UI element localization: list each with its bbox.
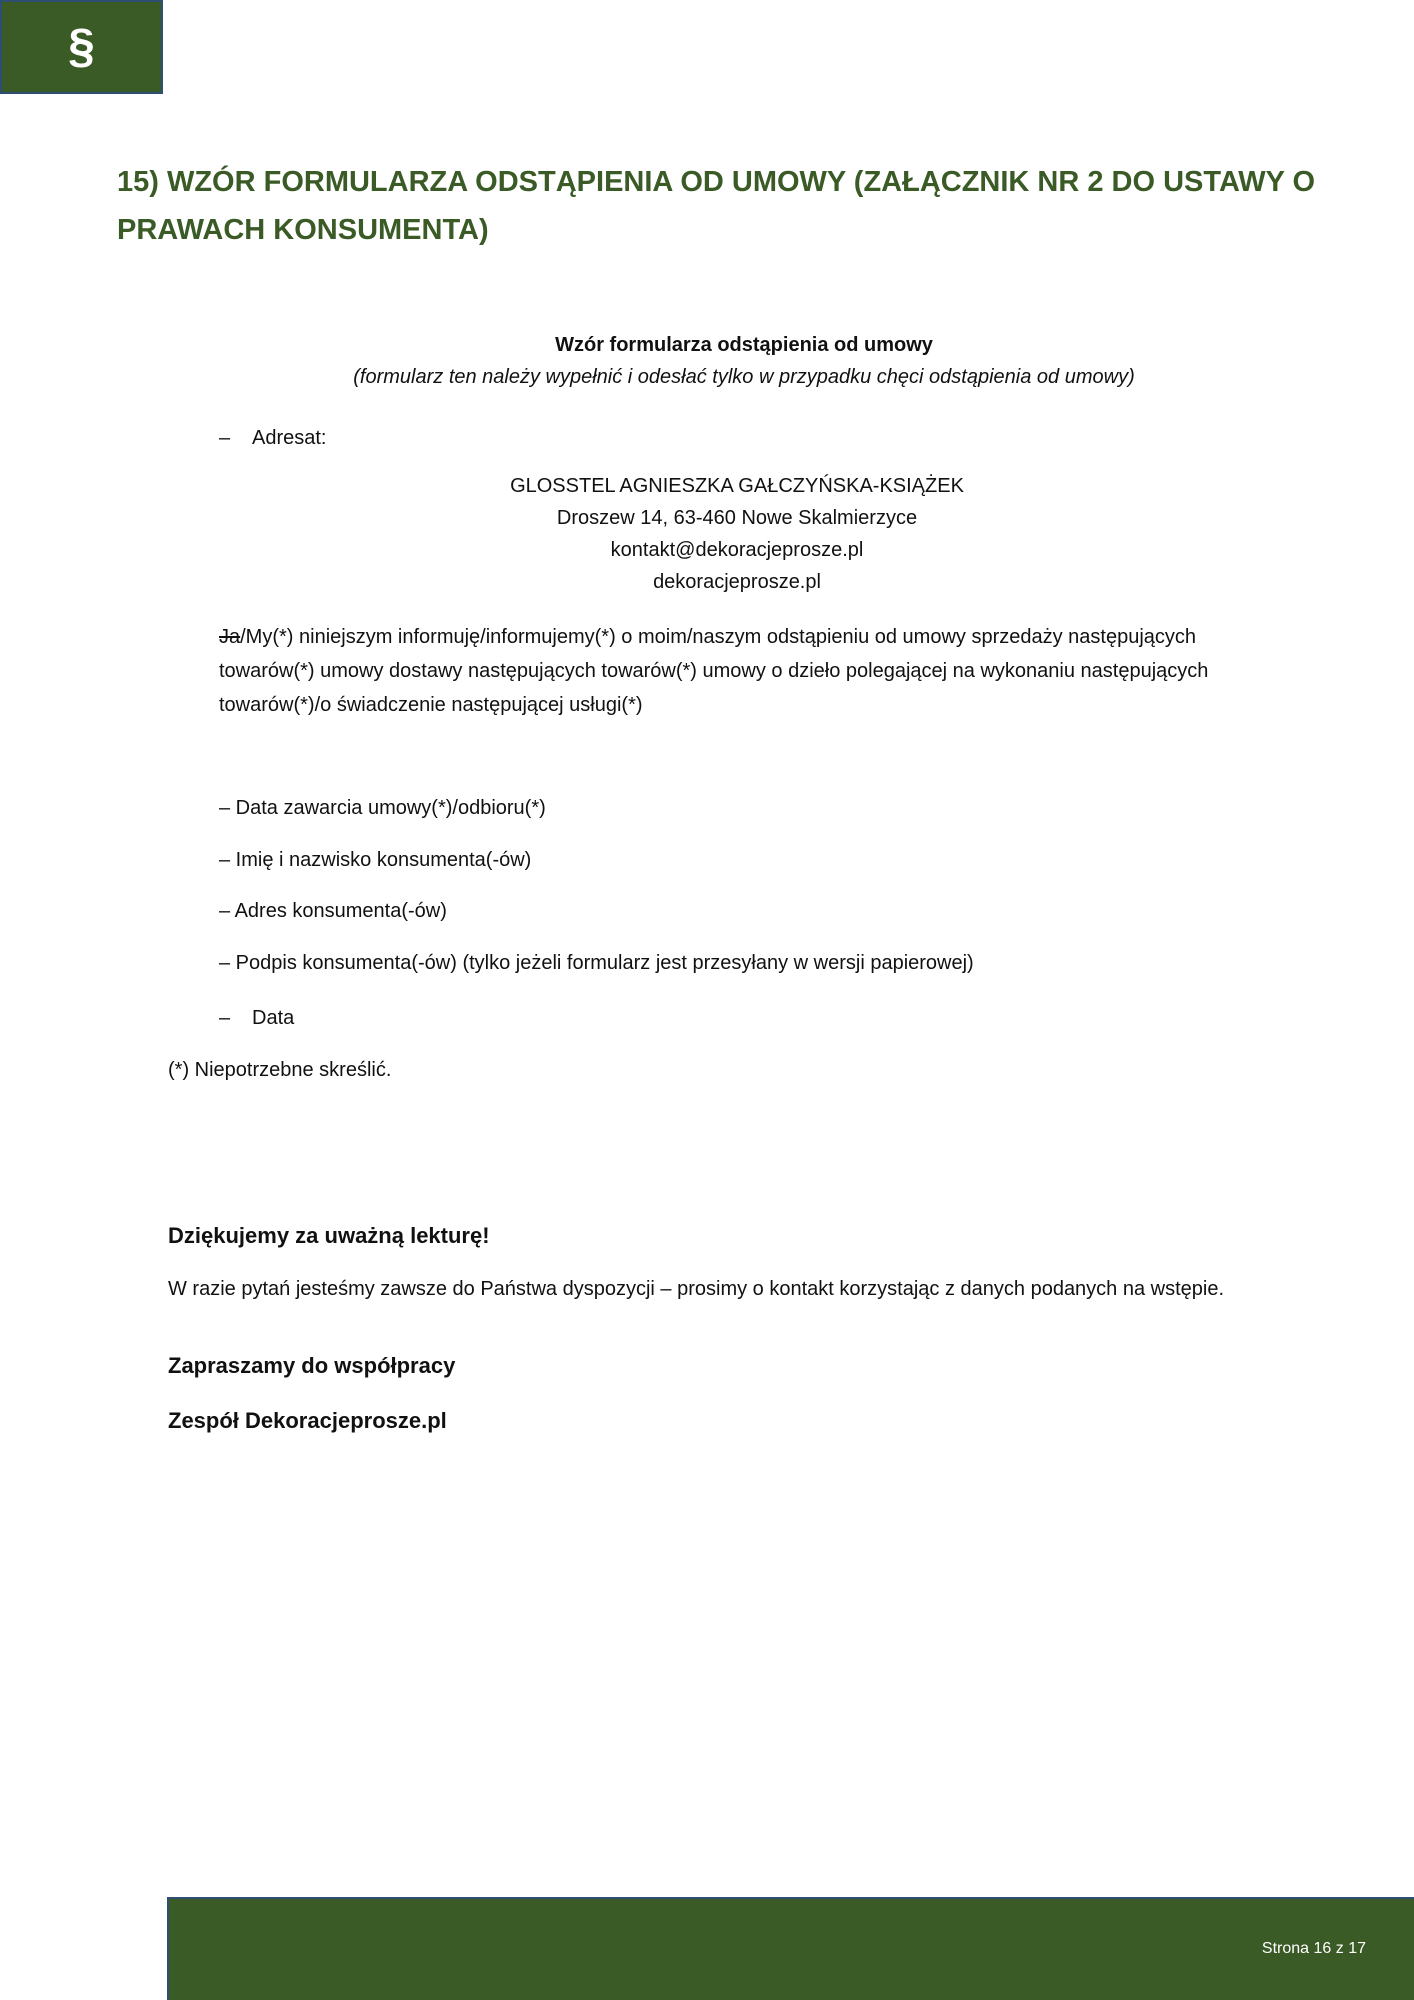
field-contract-date: – Data zawarcia umowy(*)/odbioru(*) (219, 797, 546, 819)
page-number: Strona 16 z 17 (1261, 1940, 1366, 1957)
company-email: kontakt@dekoracjeprosze.pl (610, 539, 864, 561)
section-title: 15) WZÓR FORMULARZA ODSTĄPIENIA OD UMOWY (ZAŁĄCZNIK NR 2 DO USTAWY O PRAWACH KONSUMENTA) (117, 166, 1316, 246)
company-name: GLOSSTEL AGNIESZKA GAŁCZYŃSKA-KSIĄŻEK (510, 475, 964, 497)
form-subheading: (formularz ten należy wypełnić i odesłać tylko w przypadku chęci odstąpienia od umowy) (353, 366, 1135, 388)
addressee-address (0, 470, 1414, 598)
field-consumer-name: – Imię i nazwisko konsumenta(-ów) (219, 849, 532, 871)
addressee-line: – Adresat: (219, 427, 327, 449)
invite-text: Zapraszamy do współpracy (168, 1353, 456, 1378)
thanks-title: Dziękujemy za uważną lekturę! (168, 1223, 490, 1248)
section-symbol: § (68, 20, 95, 73)
thanks-text: W razie pytań jesteśmy zawsze do Państwa dyspozycji – prosimy o kontakt korzystając z danych podanych na wstępie. (168, 1278, 1225, 1300)
addressee-label: Adresat: (252, 427, 327, 449)
declaration-text: /My(*) niniejszym informuję/informujemy(*) o moim/naszym odstąpieniu od umowy sprzedaży następujących towarów(*) umowy dostawy następujących towarów(*) umowy o dzieło polegającej na wykonaniu następujących towarów(*)/o świadczenie następującej usługi(*) (219, 626, 1209, 716)
field-consumer-signature: – Podpis konsumenta(-ów) (tylko jeżeli formularz jest przesyłany w wersji papierowej) (219, 952, 974, 974)
date-label: Data (252, 1007, 295, 1029)
section-symbol-box (0, 0, 163, 94)
declaration-struck-word: Ja (219, 626, 241, 648)
team-signature: Zespół Dekoracjeprosze.pl (168, 1408, 447, 1433)
company-website: dekoracjeprosze.pl (653, 571, 821, 593)
withdrawal-declaration (219, 620, 1229, 722)
date-line: – Data (219, 1007, 295, 1029)
footer-bar (167, 1897, 1414, 2000)
company-street: Droszew 14, 63-460 Nowe Skalmierzyce (556, 507, 918, 529)
footnote: (*) Niepotrzebne skreślić. (168, 1059, 392, 1081)
field-consumer-address: – Adres konsumenta(-ów) (219, 900, 447, 922)
form-heading: Wzór formularza odstąpienia od umowy (555, 334, 933, 356)
